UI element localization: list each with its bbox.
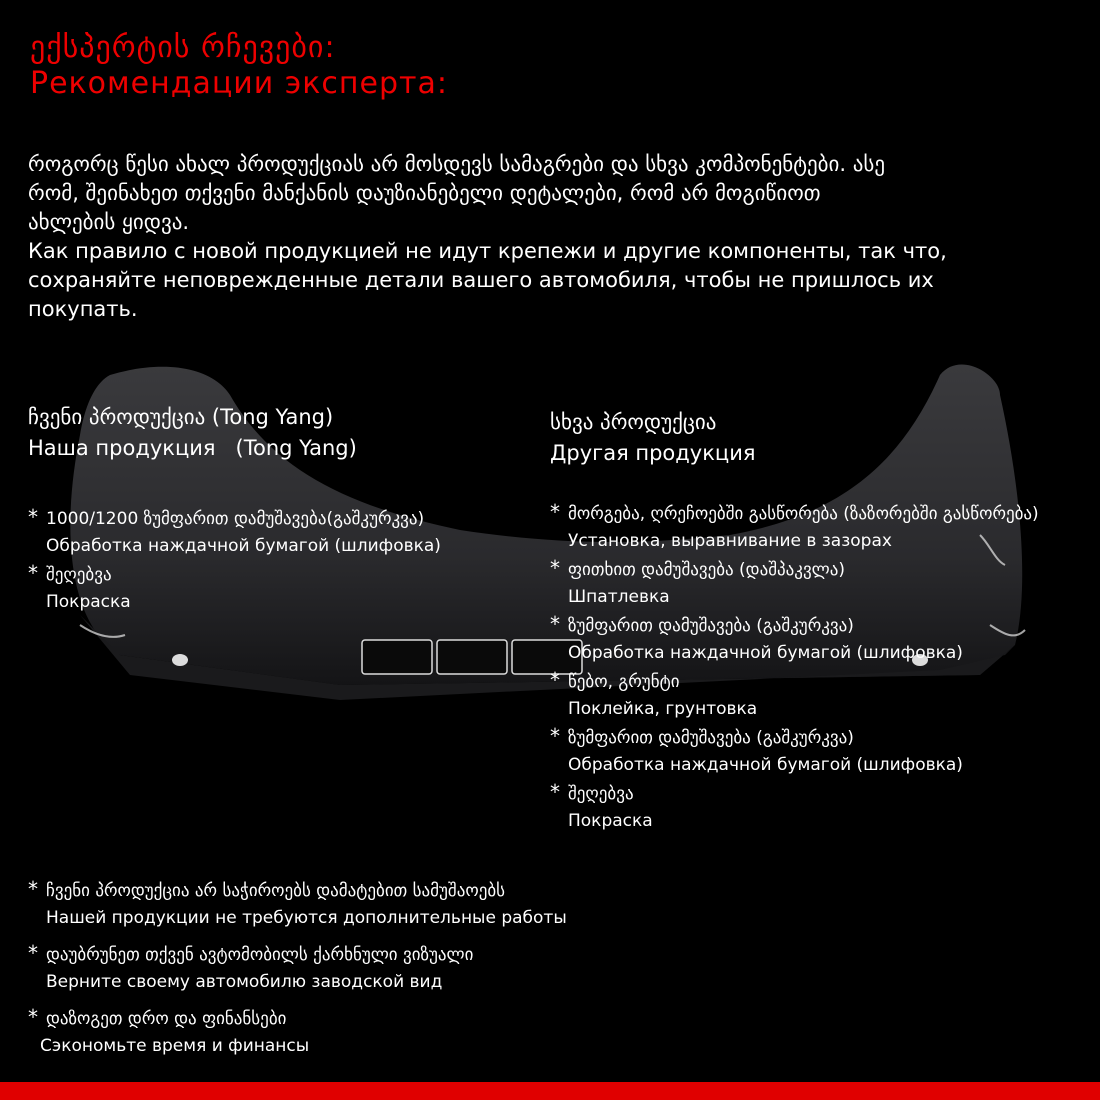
- bullet-star: *: [550, 724, 560, 748]
- bullet-star: *: [28, 1005, 38, 1029]
- step-ru: Покраска: [46, 592, 131, 612]
- bullet-star: *: [550, 612, 560, 636]
- other-product-title-ru: Другая продукция: [550, 441, 756, 465]
- step-ka: ზუმფარით დამუშავება (გაშკურკვა): [568, 728, 854, 748]
- list-item: [28, 876, 567, 932]
- our-product-steps: [28, 504, 538, 616]
- step-ru: Поклейка, грунтовка: [568, 699, 758, 719]
- list-item: [28, 560, 538, 616]
- list-item: [550, 611, 1098, 667]
- bullet-star: *: [550, 500, 560, 524]
- step-ka: ფითხით დამუშავება (დაშპაკვლა): [568, 560, 846, 580]
- intro-text: [28, 150, 1078, 324]
- benefit-ru: Нашей продукции не требуются дополнительные работы: [46, 908, 567, 928]
- bullet-star: *: [28, 877, 38, 901]
- bumper-grille-vents: [362, 640, 582, 674]
- intro-ka: როგორც წესი ახალ პროდუქციას არ მოსდევს სამაგრები და სხვა კომპონენტები. ასე რომ, შეინახეთ თქვენი მანქანის დაუზიანებელი დეტალები, რომ არ მოგიწიოთ ახლების ყიდვა.: [28, 152, 886, 234]
- our-product-title-ka: ჩვენი პროდუქცია (Tong Yang): [28, 405, 334, 429]
- bullet-star: *: [28, 505, 38, 529]
- step-ru: Обработка наждачной бумагой (шлифовка): [568, 755, 963, 775]
- other-product-steps: [550, 499, 1098, 835]
- expert-advice-heading: [30, 30, 448, 102]
- our-product-title: [28, 402, 538, 464]
- step-ru: Установка, выравнивание в зазорах: [568, 531, 892, 551]
- bullet-star: *: [550, 780, 560, 804]
- step-ka: 1000/1200 ზუმფარით დამუშავება(გაშკურკვა): [46, 509, 425, 529]
- bullet-star: *: [28, 941, 38, 965]
- list-item: [28, 1004, 567, 1060]
- list-item: [550, 499, 1098, 555]
- heading-ru: Рекомендации эксперта:: [30, 66, 448, 101]
- step-ru: Шпатлевка: [568, 587, 670, 607]
- our-product-title-ru: Наша продукция (Tong Yang): [28, 436, 357, 460]
- step-ru: Обработка наждачной бумагой (шлифовка): [46, 536, 441, 556]
- benefit-ka: ჩვენი პროდუქცია არ საჭიროებს დამატებით სამუშაოებს: [46, 881, 506, 901]
- bullet-star: *: [550, 668, 560, 692]
- list-item: [550, 667, 1098, 723]
- heading-ka: ექსპერტის რჩევები:: [30, 30, 336, 65]
- benefit-ka: დაუბრუნეთ თქვენ ავტომობილს ქარხნული ვიზუალი: [46, 945, 474, 965]
- list-item: [28, 940, 567, 996]
- footer-red-bar: [0, 1082, 1100, 1100]
- benefit-ru: Сэкономьте время и финансы: [40, 1036, 310, 1056]
- step-ka: შეღებვა: [568, 784, 634, 804]
- bullet-star: *: [550, 556, 560, 580]
- intro-ru: Как правило с новой продукцией не идут крепежи и другие компоненты, так что, сохраняйте неповрежденные детали вашего автомобиля, чтобы не пришлось их покупать.: [28, 239, 947, 321]
- our-product-column: [28, 402, 538, 616]
- step-ka: ზუმფარით დამუშავება (გაშკურკვა): [568, 616, 854, 636]
- step-ka: შეღებვა: [46, 565, 112, 585]
- step-ka: მორგება, ღრეჩოებში გასწორება (ზაზორებში გასწორება): [568, 504, 1039, 524]
- other-product-column: [550, 407, 1098, 835]
- list-item: [550, 555, 1098, 611]
- list-item: [28, 504, 538, 560]
- step-ru: Покраска: [568, 811, 653, 831]
- other-product-title-ka: სხვა პროდუქცია: [550, 410, 717, 434]
- benefit-ru: Верните своему автомобилю заводской вид: [46, 972, 443, 992]
- list-item: [550, 779, 1098, 835]
- step-ka: წებო, გრუნტი: [568, 672, 680, 692]
- benefits-list: [28, 876, 567, 1068]
- benefit-ka: დაზოგეთ დრო და ფინანსები: [46, 1009, 287, 1029]
- step-ru: Обработка наждачной бумагой (шлифовка): [568, 643, 963, 663]
- list-item: [550, 723, 1098, 779]
- other-product-title: [550, 407, 1098, 469]
- bullet-star: *: [28, 561, 38, 585]
